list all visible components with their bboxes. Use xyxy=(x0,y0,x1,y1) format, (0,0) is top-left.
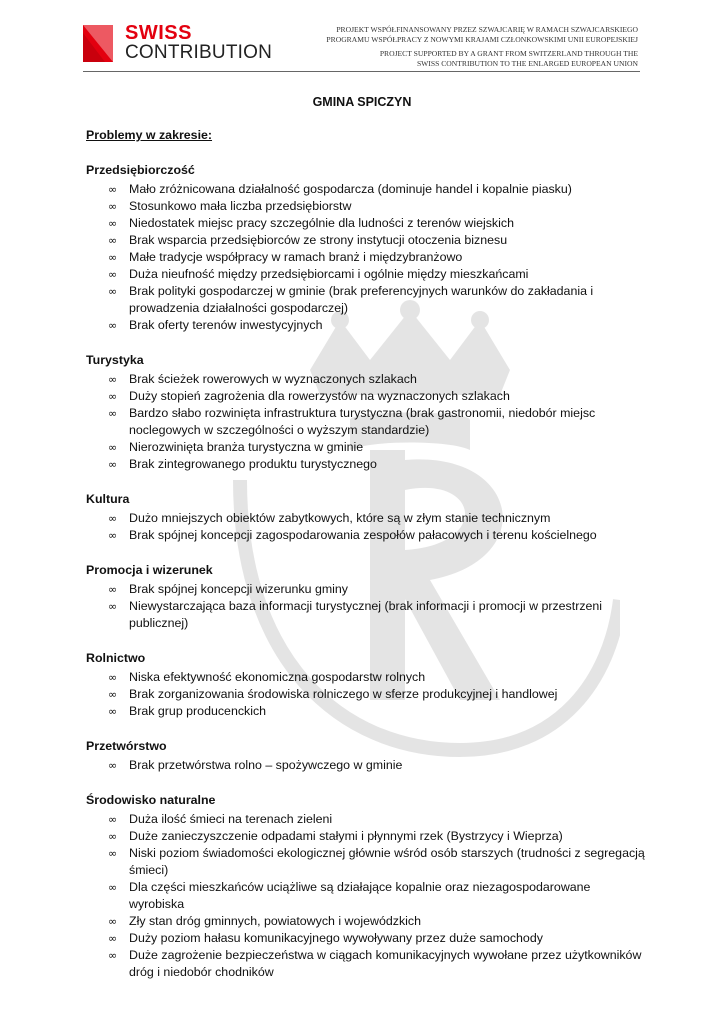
list-item-text: Duży stopień zagrożenia dla rowerzystów na wyznaczonych szlakach xyxy=(129,389,510,403)
section xyxy=(86,491,646,544)
infinity-bullet-icon: ∞ xyxy=(108,881,118,894)
list-item xyxy=(86,879,646,913)
infinity-bullet-icon: ∞ xyxy=(108,949,118,962)
list-item xyxy=(86,249,646,266)
list-item-text: Niewystarczająca baza informacji turystycznej (brak informacji i promocji w przestrzeni publicznej) xyxy=(129,599,603,630)
problem-list xyxy=(86,757,646,774)
list-item xyxy=(86,828,646,845)
swiss-flag-icon xyxy=(83,25,113,62)
problem-list xyxy=(86,581,646,632)
logo-word-swiss: SWISS xyxy=(125,22,192,44)
list-item xyxy=(86,845,646,879)
list-item-text: Brak zintegrowanego produktu turystycznego xyxy=(129,457,377,471)
problem-list xyxy=(86,181,646,334)
infinity-bullet-icon: ∞ xyxy=(108,759,118,772)
header-english-note xyxy=(308,49,638,69)
list-item-text: Brak oferty terenów inwestycyjnych xyxy=(129,318,323,332)
infinity-bullet-icon: ∞ xyxy=(108,200,118,213)
list-item xyxy=(86,181,646,198)
list-item xyxy=(86,439,646,456)
header-line: SWISS CONTRIBUTION TO THE ENLARGED EUROPEAN UNION xyxy=(416,59,638,68)
document-body xyxy=(86,127,646,999)
list-item xyxy=(86,388,646,405)
list-item xyxy=(86,913,646,930)
list-item-text: Niski poziom świadomości ekologicznej głównie wśród osób starszych (trudności z segregacją śmieci) xyxy=(129,846,645,877)
intro-heading: Problemy w zakresie: xyxy=(86,128,213,142)
infinity-bullet-icon: ∞ xyxy=(108,268,118,281)
section-heading: Rolnictwo xyxy=(86,651,146,665)
list-item-text: Niska efektywność ekonomiczna gospodarstw rolnych xyxy=(129,670,426,684)
list-item-text: Nierozwinięta branża turystyczna w gminie xyxy=(129,440,364,454)
header-line: PROGRAMU WSPÓŁPRACY Z NOWYMI KRAJAMI CZŁONKOWSKIMI UNII EUROPEJSKIEJ xyxy=(326,35,638,44)
section-heading: Kultura xyxy=(86,492,130,506)
infinity-bullet-icon: ∞ xyxy=(108,251,118,264)
list-item xyxy=(86,811,646,828)
infinity-bullet-icon: ∞ xyxy=(108,217,118,230)
infinity-bullet-icon: ∞ xyxy=(108,373,118,386)
header-line: PROJECT SUPPORTED BY A GRANT FROM SWITZERLAND THROUGH THE xyxy=(379,49,638,58)
infinity-bullet-icon: ∞ xyxy=(108,813,118,826)
section xyxy=(86,352,646,473)
list-item xyxy=(86,198,646,215)
section-heading: Przedsiębiorczość xyxy=(86,163,195,177)
list-item-text: Duża ilość śmieci na terenach zieleni xyxy=(129,812,333,826)
list-item-text: Stosunkowo mała liczba przedsiębiorstw xyxy=(129,199,352,213)
list-item-text: Brak ścieżek rowerowych w wyznaczonych szlakach xyxy=(129,372,417,386)
list-item-text: Duże zanieczyszczenie odpadami stałymi i płynnymi rzek (Bystrzycy i Wieprza) xyxy=(129,829,563,843)
problem-list xyxy=(86,510,646,544)
list-item-text: Duży poziom hałasu komunikacyjnego wywoływany przez duże samochody xyxy=(129,931,543,945)
infinity-bullet-icon: ∞ xyxy=(108,583,118,596)
infinity-bullet-icon: ∞ xyxy=(108,512,118,525)
header-line: PROJEKT WSPÓŁFINANSOWANY PRZEZ SZWAJCARIĘ W RAMACH SZWAJCARSKIEGO xyxy=(336,25,638,34)
section xyxy=(86,562,646,632)
list-item-text: Bardzo słabo rozwinięta infrastruktura turystyczna (brak gastronomii, niedobór miejsc noclegowych w szczególności o wyższym standardzie) xyxy=(129,406,596,437)
list-item-text: Brak wsparcia przedsiębiorców ze strony instytucji otoczenia biznesu xyxy=(129,233,508,247)
list-item-text: Duża nieufność między przedsiębiorcami i ogólnie między mieszkańcami xyxy=(129,267,529,281)
list-item xyxy=(86,215,646,232)
infinity-bullet-icon: ∞ xyxy=(108,390,118,403)
list-item xyxy=(86,598,646,632)
infinity-bullet-icon: ∞ xyxy=(108,285,118,298)
infinity-bullet-icon: ∞ xyxy=(108,847,118,860)
list-item xyxy=(86,371,646,388)
infinity-bullet-icon: ∞ xyxy=(108,600,118,613)
list-item-text: Brak spójnej koncepcji zagospodarowania zespołów pałacowych i terenu kościelnego xyxy=(129,528,597,542)
infinity-bullet-icon: ∞ xyxy=(108,705,118,718)
list-item xyxy=(86,703,646,720)
infinity-bullet-icon: ∞ xyxy=(108,319,118,332)
infinity-bullet-icon: ∞ xyxy=(108,915,118,928)
problem-list xyxy=(86,811,646,981)
problem-list xyxy=(86,669,646,720)
list-item xyxy=(86,510,646,527)
list-item xyxy=(86,232,646,249)
list-item-text: Brak spójnej koncepcji wizerunku gminy xyxy=(129,582,349,596)
logo-word-contribution: CONTRIBUTION xyxy=(125,42,273,63)
header-polish-note xyxy=(308,25,638,45)
list-item xyxy=(86,686,646,703)
section xyxy=(86,162,646,334)
list-item-text: Niedostatek miejsc pracy szczególnie dla ludności z terenów wiejskich xyxy=(129,216,514,230)
list-item xyxy=(86,456,646,473)
infinity-bullet-icon: ∞ xyxy=(108,441,118,454)
list-item-text: Brak grup producenckich xyxy=(129,704,267,718)
list-item xyxy=(86,930,646,947)
list-item-text: Brak polityki gospodarczej w gminie (brak preferencyjnych warunków do zakładania i prowadzenia działalności gospodarczej) xyxy=(129,284,594,315)
section-heading: Środowisko naturalne xyxy=(86,793,216,807)
list-item-text: Brak zorganizowania środowiska rolniczego w sferze produkcyjnej i handlowej xyxy=(129,687,558,701)
problem-list xyxy=(86,371,646,473)
list-item xyxy=(86,317,646,334)
infinity-bullet-icon: ∞ xyxy=(108,234,118,247)
infinity-bullet-icon: ∞ xyxy=(108,183,118,196)
list-item-text: Małe tradycje współpracy w ramach branż i międzybranżowo xyxy=(129,250,463,264)
infinity-bullet-icon: ∞ xyxy=(108,529,118,542)
list-item xyxy=(86,947,646,981)
list-item-text: Dla części mieszkańców uciążliwe są działające kopalnie oraz niezagospodarowane wyrobiska xyxy=(129,880,591,911)
list-item xyxy=(86,581,646,598)
problem-sections xyxy=(86,162,646,981)
section-heading: Promocja i wizerunek xyxy=(86,563,213,577)
section-heading: Przetwórstwo xyxy=(86,739,167,753)
infinity-bullet-icon: ∞ xyxy=(108,407,118,420)
list-item xyxy=(86,757,646,774)
infinity-bullet-icon: ∞ xyxy=(108,458,118,471)
infinity-bullet-icon: ∞ xyxy=(108,688,118,701)
list-item xyxy=(86,405,646,439)
infinity-bullet-icon: ∞ xyxy=(108,830,118,843)
swiss-contribution-logo xyxy=(83,24,272,62)
infinity-bullet-icon: ∞ xyxy=(108,671,118,684)
list-item-text: Dużo mniejszych obiektów zabytkowych, które są w złym stanie technicznym xyxy=(129,511,551,525)
list-item xyxy=(86,669,646,686)
infinity-bullet-icon: ∞ xyxy=(108,932,118,945)
list-item xyxy=(86,283,646,317)
list-item-text: Zły stan dróg gminnych, powiatowych i wojewódzkich xyxy=(129,914,421,928)
section xyxy=(86,792,646,981)
section xyxy=(86,738,646,774)
list-item xyxy=(86,527,646,544)
section xyxy=(86,650,646,720)
header-divider xyxy=(83,71,640,72)
list-item xyxy=(86,266,646,283)
list-item-text: Mało zróżnicowana działalność gospodarcza (dominuje handel i kopalnie piasku) xyxy=(129,182,572,196)
list-item-text: Duże zagrożenie bezpieczeństwa w ciągach komunikacyjnych wywołane przez użytkowników dróg i niedobór chodników xyxy=(129,948,642,979)
list-item-text: Brak przetwórstwa rolno – spożywczego w gminie xyxy=(129,758,403,772)
document-title: GMINA SPICZYN xyxy=(312,95,412,109)
section-heading: Turystyka xyxy=(86,353,144,367)
